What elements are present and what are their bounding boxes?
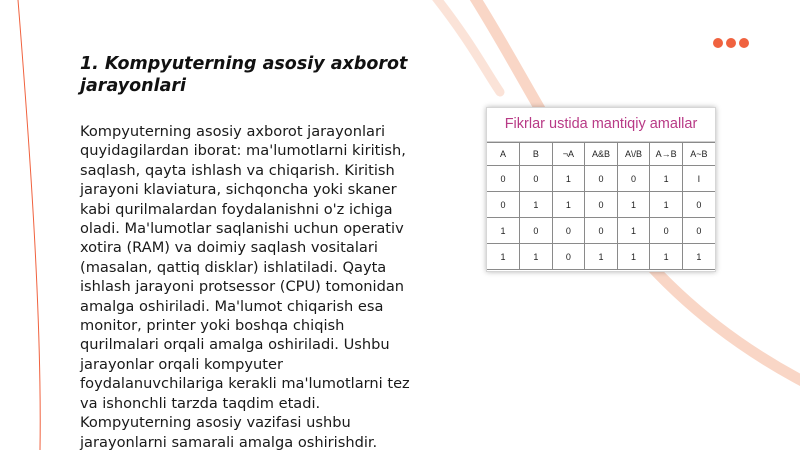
table-cell: 1 bbox=[487, 244, 520, 270]
truth-table-body bbox=[487, 166, 715, 270]
table-cell: 0 bbox=[520, 218, 553, 244]
table-header-cell: B bbox=[520, 143, 553, 166]
table-cell: 1 bbox=[617, 218, 650, 244]
table-cell: 1 bbox=[552, 166, 585, 192]
table-cell: 0 bbox=[520, 166, 553, 192]
table-row bbox=[487, 166, 715, 192]
table-cell: 1 bbox=[682, 244, 715, 270]
truth-table-card bbox=[486, 107, 716, 272]
table-cell: 0 bbox=[585, 192, 618, 218]
slide-body-text: Kompyuterning asosiy axborot jarayonlari quyidagilardan iborat: ma'lumotlarni kiritish, saqlash, qayta ishlash va chiqarish. Kiritish jarayoni klaviatura, sichqoncha yoki skaner kabi qurilmalardan foydalanishni o'z ichiga oladi. Ma'lumotlar saqlanishi uchun operativ xotira (RAM) va doimiy saqlash vositalari (masalan, qattiq disklar) ishlatiladi. Qayta ishlash jarayoni protsessor (CPU) tomonidan amalga oshiriladi. Ma'lumot chiqarish esa monitor, printer yoki boshqa chiqish qurilmalari orqali amalga oshiriladi. Ushbu jarayonlar orqali kompyuter foydalanuvchilariga kerakli ma'lumotlarni tez va ishonchli tarzda taqdim etadi. Kompyuterning asosiy vazifasi ushbu jarayonlarni samarali amalga oshirishdir. bbox=[80, 123, 410, 451]
table-cell: 1 bbox=[617, 244, 650, 270]
decorative-left-line bbox=[18, 0, 40, 450]
dot bbox=[713, 38, 723, 48]
three-dots-icon bbox=[713, 38, 749, 48]
table-header-cell: A\/B bbox=[617, 143, 650, 166]
table-cell: 0 bbox=[487, 192, 520, 218]
table-cell: 1 bbox=[552, 192, 585, 218]
table-cell: 0 bbox=[682, 192, 715, 218]
table-cell: 1 bbox=[650, 244, 683, 270]
table-row bbox=[487, 244, 715, 270]
table-header-cell: A→B bbox=[650, 143, 683, 166]
table-cell: 0 bbox=[487, 166, 520, 192]
slide-title: 1. Kompyuterning asosiy axborot jarayonlari bbox=[80, 54, 408, 96]
table-cell: 0 bbox=[585, 218, 618, 244]
table-cell: 1 bbox=[650, 192, 683, 218]
table-cell: 0 bbox=[585, 166, 618, 192]
table-header-cell: A~B bbox=[682, 143, 715, 166]
table-cell: 0 bbox=[682, 218, 715, 244]
dot bbox=[726, 38, 736, 48]
table-header-cell: A bbox=[487, 143, 520, 166]
table-cell: 1 bbox=[487, 218, 520, 244]
table-cell: 0 bbox=[552, 244, 585, 270]
table-cell: 1 bbox=[585, 244, 618, 270]
table-cell: 1 bbox=[617, 192, 650, 218]
table-cell: 0 bbox=[617, 166, 650, 192]
table-cell: 1 bbox=[520, 244, 553, 270]
truth-table bbox=[487, 142, 715, 270]
dot bbox=[739, 38, 749, 48]
table-cell: 1 bbox=[520, 192, 553, 218]
table-cell: 0 bbox=[650, 218, 683, 244]
table-header-cell: ¬A bbox=[552, 143, 585, 166]
table-row bbox=[487, 218, 715, 244]
table-row bbox=[487, 192, 715, 218]
table-cell: 1 bbox=[650, 166, 683, 192]
truth-table-title: Fikrlar ustida mantiqiy amallar bbox=[487, 108, 715, 142]
table-cell: 0 bbox=[552, 218, 585, 244]
truth-table-header-row bbox=[487, 143, 715, 166]
table-header-cell: A&B bbox=[585, 143, 618, 166]
table-cell: I bbox=[682, 166, 715, 192]
